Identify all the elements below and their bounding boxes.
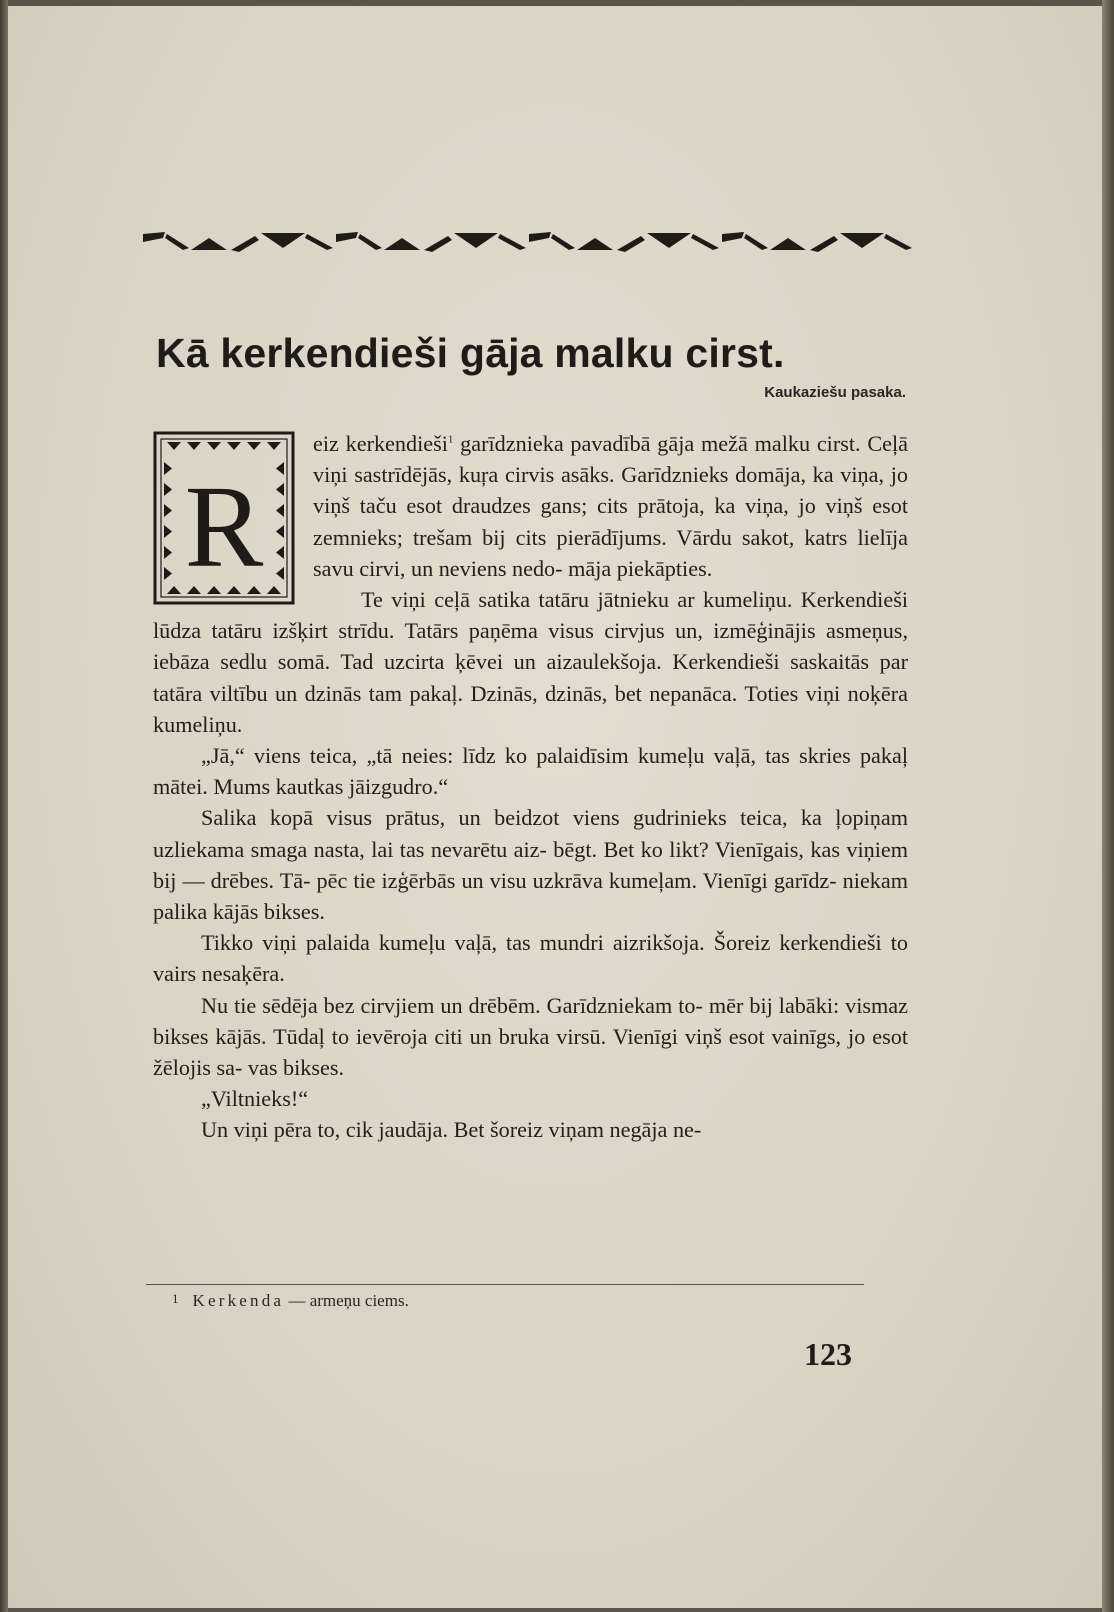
page-number: 123 <box>804 1336 852 1372</box>
ornament-segment <box>577 238 613 250</box>
paragraph-3: „Jā,“ viens teica, „tā neies: līdz ko palaidīsim kumeļu vaļā, tas skries pakaļ mātei. Mums kautkas jāizgudro.“ <box>153 743 908 800</box>
ornamental-border <box>143 230 915 252</box>
ornament-segment <box>191 238 227 250</box>
story-body <box>153 428 908 1146</box>
paragraph-7: „Viltnieks!“ <box>201 1086 309 1112</box>
ornament-segment <box>744 234 768 250</box>
ornament-segment <box>498 234 526 250</box>
ornament-segment <box>840 233 884 248</box>
ornament-segment <box>305 234 333 250</box>
ornament-segment <box>617 236 645 252</box>
paragraph-2: Te viņi ceļā satika tatāru jātnieku ar kumeliņu. Kerkendieši lūdza tatāru izšķirt strīdu. Tatārs paņēma visus cirvjus un, izmēģinājis asmeņus, iebāza sedlu somā. Tad uzcirta ķēvei un aizaulekšoja. Kerkendieši saskaitās par tatāra viltību un dzinās tam pakaļ. Dzinās, dzinās, bet nepanāca. Toties viņi noķēra kumeliņu. <box>153 587 908 737</box>
book-gutter-edge <box>0 0 8 1612</box>
footnote-number: 1 <box>172 1291 179 1306</box>
page-edge-right <box>1102 0 1114 1612</box>
ornament-segment <box>261 233 305 248</box>
paragraph-8: Un viņi pēra to, cik jaudāja. Bet šoreiz viņam negāja ne- <box>201 1117 702 1143</box>
footnote-divider <box>146 1284 864 1285</box>
ornament-segment <box>231 236 259 252</box>
story-subtitle: Kaukaziešu pasaka. <box>764 384 906 401</box>
paragraph-4: Salika kopā visus prātus, un beidzot viens gudrinieks teica, ka ļopiņam uzliekama smaga nasta, lai tas nevarētu aiz- bēgt. Bet ko likt? Vienīgais, kas viņiem bij — drēbes. Tā- pēc tie izģērbās un visu uzkrāva kumeļam. Vienīgi garīdz- niekam palika kājās bikses. <box>153 805 908 925</box>
paragraph-5: Tikko viņi palaida kumeļu vaļā, tas mundri aizrikšoja. Šoreiz kerkendieši to vairs nesaķēra. <box>153 930 908 987</box>
ornament-segment <box>529 232 551 242</box>
ornament-segment <box>810 236 838 252</box>
ornament-segment <box>551 234 575 250</box>
ornament-segment <box>384 238 420 250</box>
dropcap-letter: R <box>184 461 264 592</box>
ornament-segment <box>358 234 382 250</box>
paragraph-1: eiz kerkendieši$^1$ garīdznieka pavadībā gāja mežā malku cirst. Ceļā viņi sastrīdējās, kuŗa cirvis asāks. Garīdznieks domāja, ka viņa, jo viņš taču esot draudzes gans; cits prātoja, ka viņa, jo viņš esot zemnieks; trešam bij cits pierādījums. Vārdu sakot, katrs lielīja savu cirvi, un neviens nedo- māja piekāpties. <box>313 431 908 581</box>
ornament-segment <box>165 234 189 250</box>
footnote-text: — armeņu ciems. <box>284 1291 409 1310</box>
ornament-segment <box>336 232 358 242</box>
footnote-marker: 1 <box>447 433 454 446</box>
story-title: Kā kerkendieši gāja malku cirst. <box>156 330 785 376</box>
ornament-segment <box>722 232 744 242</box>
ornament-segment <box>143 232 165 242</box>
footnote-term: Kerkenda <box>192 1291 285 1310</box>
footnote <box>172 1291 409 1311</box>
ornament-segment <box>454 233 498 248</box>
ornament-segment <box>647 233 691 248</box>
paragraph-6: Nu tie sēdēja bez cirvjiem un drēbēm. Garīdzniekam to- mēr bij labāki: vismaz bikses kājās. Tūdaļ to ievēroja citi un bruka virsū. Vienīgi viņš esot vainīgs, jo esot žēlojis sa- vas bikses. <box>153 992 908 1081</box>
ornament-segment <box>424 236 452 252</box>
ornament-segment <box>691 234 719 250</box>
ornament-segment <box>884 234 912 250</box>
ornament-segment <box>770 238 806 250</box>
